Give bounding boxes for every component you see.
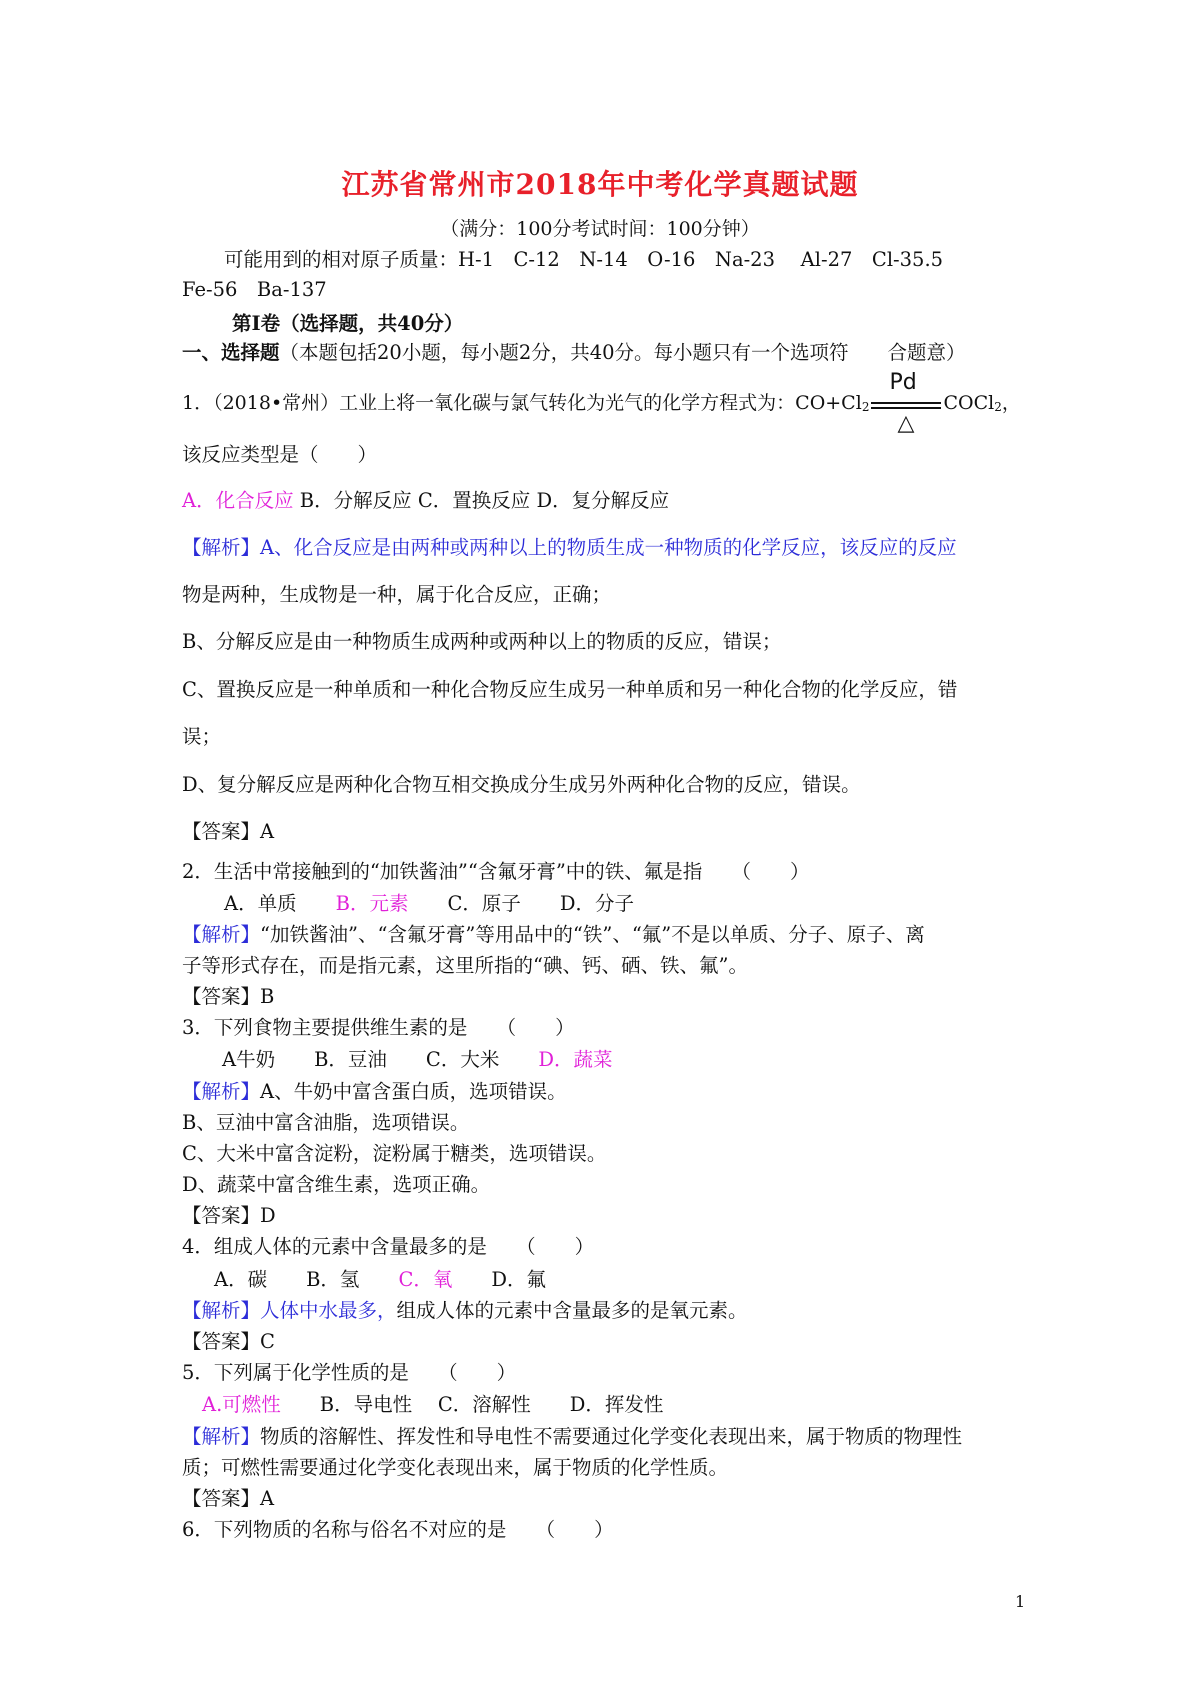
q1-analysis [182,538,957,558]
q5-stem: 5．下列属于化学性质的是 （ ） [182,1361,517,1384]
heat-symbol: △ [897,411,915,436]
q3-option-d: D．蔬菜 [538,1048,613,1071]
atomic-masses-cont: Fe-56 Ba-137 [182,278,327,301]
analysis-tag: 【解析】 [182,1425,261,1448]
q5-analysis2: 质；可燃性需要通过化学变化表现出来，属于物质的化学性质。 [182,1456,729,1479]
q2-stem: 2．生活中常接触到的“加铁酱油”“含氟牙膏”中的铁、氟是指 （ ） [182,860,810,883]
q3-analysis-b: B、豆油中富含油脂，选项错误。 [182,1111,470,1134]
q2-options [224,894,634,914]
q1-product: COCl [943,392,995,414]
q4-analysis [182,1301,748,1321]
q6-stem: 6．下列物质的名称与俗名不对应的是 （ ） [182,1518,614,1541]
analysis-tag: 【解析】 [182,1299,261,1322]
q3-analysis-c: C、大米中富含淀粉，淀粉属于糖类，选项错误。 [182,1142,607,1165]
q2-options-cd: C．原子 D．分子 [447,892,635,915]
q3-analysis [182,1082,567,1102]
section-title: 第Ⅰ卷（选择题，共40分） [232,312,464,335]
q1-analysis-b: B、分解反应是由一种物质生成两种或两种以上的物质的反应，错误； [182,630,782,653]
part-heading: 一、选择题 [182,341,280,364]
q5-analysis-text: 物质的溶解性、挥发性和导电性不需要通过化学变化表现出来，属于物质的物理性 [260,1425,963,1448]
q2-analysis-text: “加铁酱油”、“含氟牙膏”等用品中的“铁”、“氟”不是以单质、分子、原子、离 [260,923,925,946]
q1-options [182,491,669,511]
q2-option-a: A．单质 [224,892,297,915]
q3-options-abc: A牛奶 B．豆油 C．大米 [222,1048,500,1071]
page-number: 1 [1015,1592,1026,1611]
q1-analysis-a: A、化合反应是由两种或两种以上的物质生成一种物质的化学反应，该反应的反应 [260,536,957,559]
q5-answer: 【答案】A [182,1487,275,1510]
analysis-tag: 【解析】 [182,1080,261,1103]
q1-stem-text: 1．（2018•常州）工业上将一氧化碳与氯气转化为光气的化学方程式为：CO+Cl [182,392,862,414]
analysis-tag: 【解析】 [182,923,261,946]
q3-answer: 【答案】D [182,1204,276,1227]
q1-analysis-a2: 物是两种，生成物是一种，属于化合反应，正确； [182,583,612,606]
catalyst-label: Pd [889,370,917,395]
page-title: 江苏省常州市2018年中考化学真题试题 [341,168,859,201]
q4-analysis-highlight: 人体中水最多， [260,1299,397,1322]
q1-option-a: A．化合反应 [182,489,294,512]
q1-options-rest: B．分解反应 C．置换反应 D．复分解反应 [299,489,670,512]
q1-answer: 【答案】A [182,820,275,843]
q5-options [202,1395,663,1415]
q2-analysis2: 子等形式存在，而是指元素，这里所指的“碘、钙、硒、铁、氟”。 [182,954,748,977]
exam-info: （满分：100分考试时间：100分钟） [440,218,760,240]
reaction-condition [871,370,941,436]
q4-analysis-text: 组成人体的元素中含量最多的是氧元素。 [396,1299,748,1322]
part-intro: （本题包括20小题，每小题2分，共40分。每小题只有一个选项符 合题意） [279,341,966,364]
q1-analysis-d: D、复分解反应是两种化合物互相交换成分生成另外两种化合物的反应，错误。 [182,773,861,796]
q3-stem: 3．下列食物主要提供维生素的是 （ ） [182,1016,575,1039]
q3-analysis-a: A、牛奶中富含蛋白质，选项错误。 [260,1080,567,1103]
q4-stem: 4．组成人体的元素中含量最多的是 （ ） [182,1235,595,1258]
q3-options [222,1050,613,1070]
q3-analysis-d: D、蔬菜中富含维生素，选项正确。 [182,1173,491,1196]
q5-options-rest: B．导电性 C．溶解性 D．挥发性 [319,1393,664,1416]
q1-comma: ， [1001,392,1021,414]
q2-analysis [182,925,925,945]
q1-stem: 1．（2018•常州）工业上将一氧化碳与氯气转化为光气的化学方程式为：CO+Cl2 $\frac{Pd}{\triangle}$ COCl2， [182,370,1021,436]
atomic-masses: 可能用到的相对原子质量：H-1 C-12 N-14 O-16 Na-23 Al-27 Cl-35.5 [224,248,944,271]
q2-answer: 【答案】B [182,985,275,1008]
q5-analysis [182,1427,962,1447]
analysis-tag: 【解析】 [182,536,261,559]
q5-option-a: A.可燃性 [202,1393,281,1416]
q4-option-c: C．氧 [398,1268,453,1291]
q4-answer: 【答案】C [182,1330,275,1353]
q2-option-b: B．元素 [335,892,409,915]
q4-options [214,1270,546,1290]
part-heading-line [182,343,966,363]
q4-option-d: D．氟 [491,1268,547,1291]
q1-analysis-c: C、置换反应是一种单质和一种化合物反应生成另一种单质和另一种化合物的化学反应，错 [182,678,958,701]
q1-question: 该反应类型是（ ） [182,443,378,466]
q1-analysis-c2: 误； [182,725,222,748]
q4-options-ab: A．碳 B．氢 [214,1268,360,1291]
